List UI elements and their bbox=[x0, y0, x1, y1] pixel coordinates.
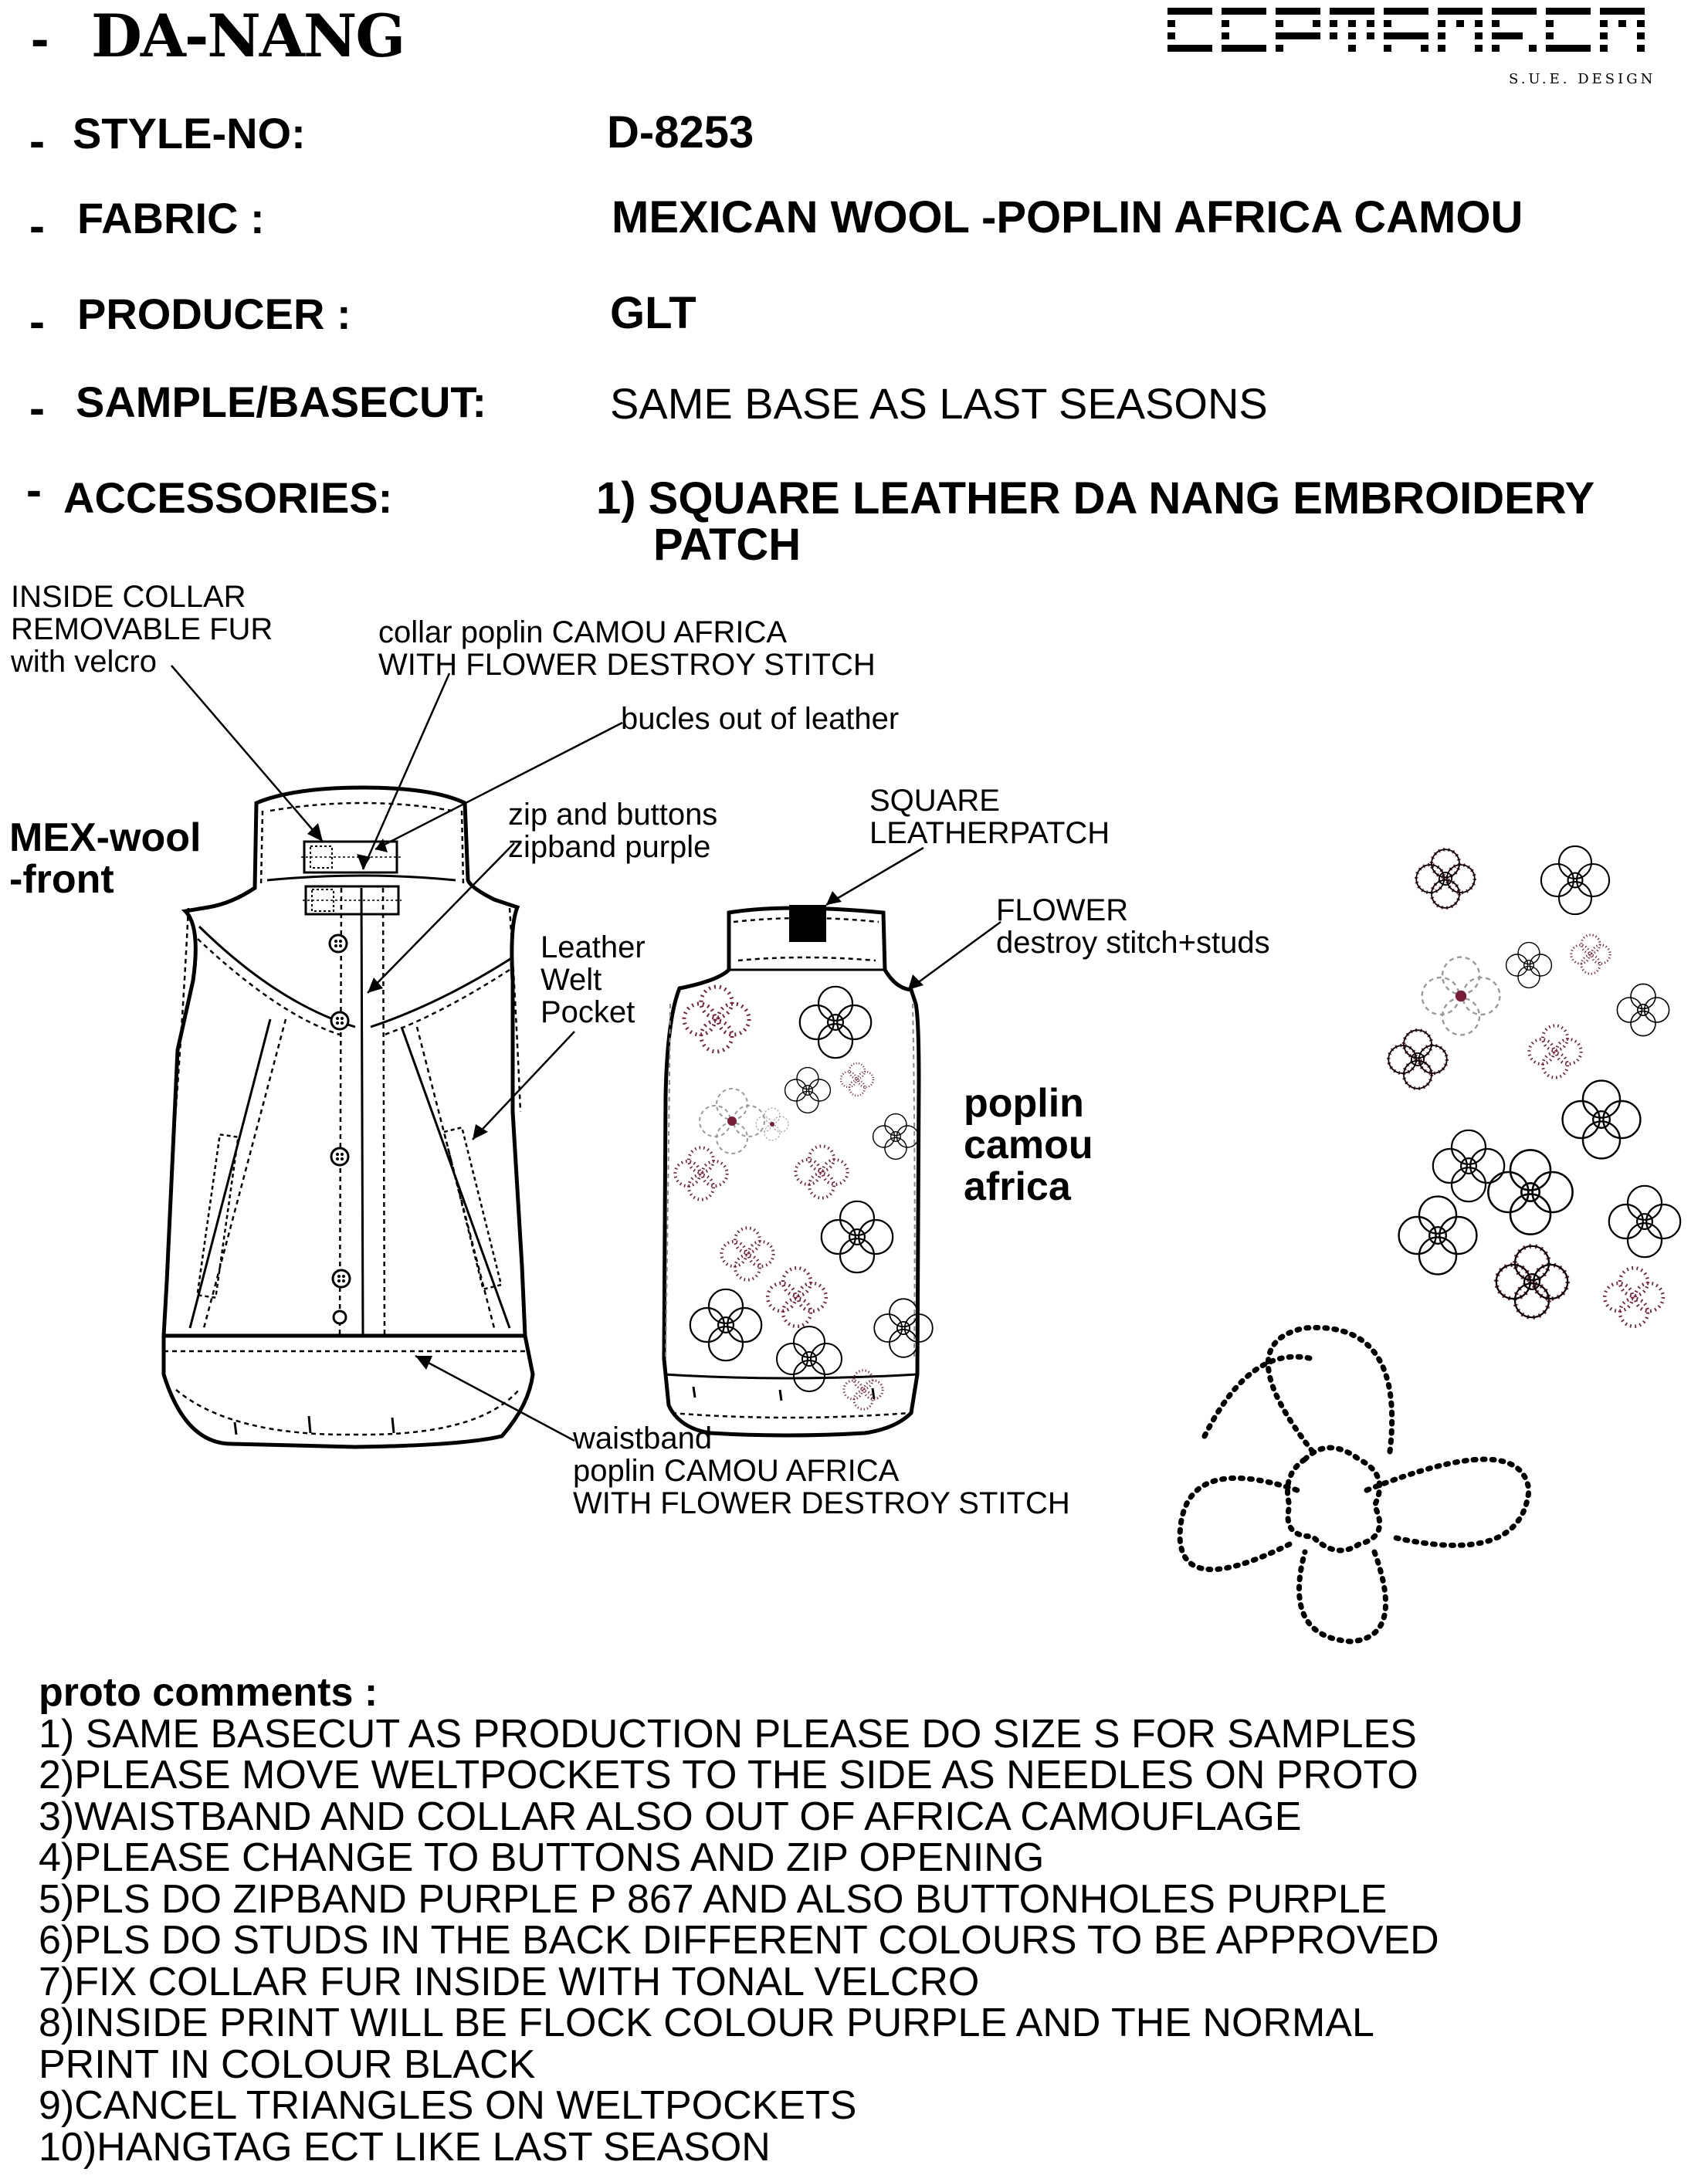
bullet-dash: - bbox=[29, 382, 45, 434]
bullet-dash: - bbox=[26, 464, 42, 516]
annotation-poplin-camou: poplin camou africa bbox=[964, 1081, 1093, 1209]
sample-basecut-value: SAME BASE AS LAST SEASONS bbox=[610, 379, 1268, 428]
large-dotted-flower bbox=[1180, 1327, 1529, 1642]
annotation-leather-welt: Leather Welt Pocket bbox=[541, 930, 646, 1029]
accessories-label: ACCESSORIES: bbox=[63, 473, 393, 522]
comment-line: 10)HANGTAG ECT LIKE LAST SEASON bbox=[39, 2124, 771, 2170]
comment-line: 4)PLEASE CHANGE TO BUTTONS AND ZIP OPENING bbox=[39, 1835, 1045, 1880]
style-no-value: D-8253 bbox=[607, 107, 754, 158]
comment-line: 3)WAISTBAND AND COLLAR ALSO OUT OF AFRICA CAMOUFLAGE bbox=[39, 1794, 1302, 1839]
bullet-dash: - bbox=[29, 115, 45, 167]
leather-patch-square bbox=[789, 905, 826, 942]
comment-line: PRINT IN COLOUR BLACK bbox=[39, 2041, 536, 2087]
comment-line: 5)PLS DO ZIPBAND PURPLE P 867 AND ALSO BUTTONHOLES PURPLE bbox=[39, 1876, 1388, 1922]
annotation-inside-collar: INSIDE COLLAR REMOVABLE FUR with velcro bbox=[11, 580, 273, 679]
comment-line: 6)PLS DO STUDS IN THE BACK DIFFERENT COLOURS TO BE APPROVED bbox=[39, 1918, 1439, 1963]
annotation-zip-buttons: zip and buttons zipband purple bbox=[508, 798, 718, 864]
annotation-waistband: waistband poplin CAMOU AFRICA WITH FLOWER DESTROY STITCH bbox=[573, 1421, 1070, 1520]
comment-line: 9)CANCEL TRIANGLES ON WELTPOCKETS bbox=[39, 2083, 857, 2128]
page-title: DA-NANG bbox=[91, 2, 405, 70]
fabric-value: MEXICAN WOOL -POPLIN AFRICA CAMOU bbox=[612, 192, 1523, 242]
proto-comments-heading: proto comments : bbox=[39, 1670, 378, 1715]
style-no-label: STYLE-NO: bbox=[73, 109, 306, 158]
proto-comments bbox=[39, 1672, 1439, 2168]
accessories-value: 1) SQUARE LEATHER DA NANG EMBROIDERY bbox=[596, 473, 1595, 523]
comment-line: 7)FIX COLLAR FUR INSIDE WITH TONAL VELCRO bbox=[39, 1959, 980, 2004]
annotation-bucles: bucles out of leather bbox=[621, 702, 900, 736]
sample-basecut-label: SAMPLE/BASECUT: bbox=[76, 378, 487, 426]
comment-line: 8)INSIDE PRINT WILL BE FLOCK COLOUR PURPLE AND THE NORMAL bbox=[39, 2001, 1374, 2045]
producer-label: PRODUCER : bbox=[77, 290, 351, 338]
leader-lines bbox=[171, 666, 1001, 1441]
annotation-flower: FLOWER destroy stitch+studs bbox=[996, 893, 1270, 960]
vest-front-drawing bbox=[164, 788, 533, 1447]
fabric-label: FABRIC : bbox=[77, 194, 265, 242]
brand-logo-caption: S.U.E. DESIGN bbox=[1509, 71, 1656, 87]
annotation-square-patch: SQUARE LEATHERPATCH bbox=[869, 784, 1110, 850]
bullet-dash: - bbox=[29, 296, 45, 347]
annotation-mex-wool: MEX-wool -front bbox=[9, 815, 202, 902]
producer-value: GLT bbox=[610, 288, 696, 338]
annotation-collar-poplin: collar poplin CAMOU AFRICA WITH FLOWER DESTROY STITCH bbox=[378, 615, 876, 682]
flower-pattern-swatch bbox=[1388, 846, 1680, 1326]
accessories-value-cont: PATCH bbox=[653, 520, 801, 570]
comment-line: 2)PLEASE MOVE WELTPOCKETS TO THE SIDE AS NEEDLES ON PROTO bbox=[39, 1753, 1418, 1797]
back-vest-flowers bbox=[675, 987, 932, 1409]
bullet-dash: - bbox=[29, 200, 45, 252]
comment-line: 1) SAME BASECUT AS PRODUCTION PLEASE DO SIZE S FOR SAMPLES bbox=[39, 1711, 1417, 1757]
bullet-dash: - bbox=[31, 8, 49, 69]
